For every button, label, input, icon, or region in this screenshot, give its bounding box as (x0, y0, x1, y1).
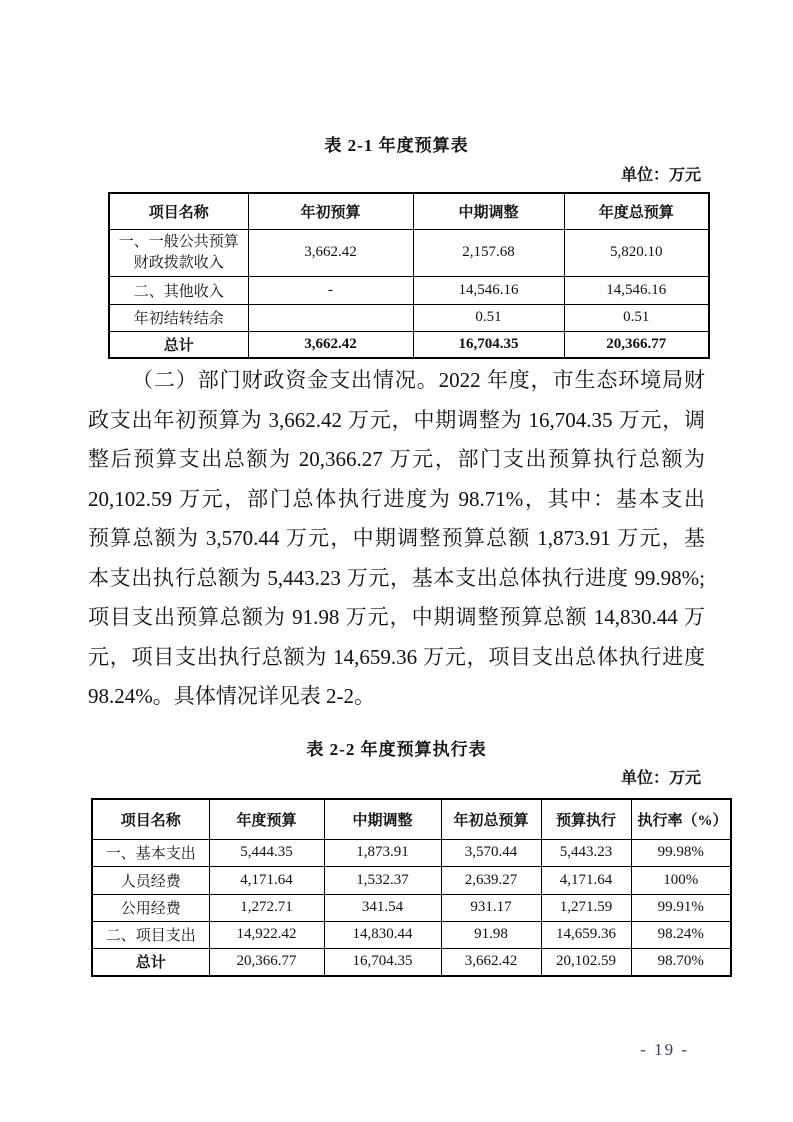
column-header: 项目名称 (109, 193, 248, 229)
row-label: 总计 (92, 948, 209, 976)
paragraph-line: 20,102.59 万元，部门总体执行进度为 98.71%，其中：基本支出 (88, 486, 705, 511)
table2-title: 表 2-2 年度预算执行表 (306, 740, 487, 759)
table-row (92, 894, 731, 921)
table-cell: 20,102.59 (541, 948, 631, 976)
table-cell: 14,546.16 (413, 276, 564, 304)
table-row (109, 229, 709, 276)
table-cell: 20,366.77 (209, 948, 324, 976)
table-cell: 14,659.36 (541, 921, 631, 948)
row-label: 二、其他收入 (109, 276, 248, 304)
table-cell: 98.70% (631, 948, 731, 976)
table-cell: 5,443.23 (541, 839, 631, 866)
table-cell: 1,873.91 (324, 839, 441, 866)
row-label: 总计 (109, 331, 248, 358)
column-header: 项目名称 (92, 799, 209, 839)
table-total-row (92, 948, 731, 976)
column-header: 中期调整 (324, 799, 441, 839)
table-cell: 99.98% (631, 839, 731, 866)
table-cell: 3,662.42 (441, 948, 541, 976)
paragraph-line: （二）部门财政资金支出情况。2022 年度，市生态环境局财 (132, 368, 705, 392)
table-cell: - (248, 276, 413, 304)
row-label: 一、一般公共预算财政拨款收入 (109, 229, 248, 276)
table-row (109, 276, 709, 304)
table-cell: 1,532.37 (324, 866, 441, 894)
paragraph-line: 本支出执行总额为 5,443.23 万元，基本支出总体执行进度 99.98%; (88, 565, 705, 590)
table-cell: 98.24% (631, 921, 731, 948)
table-cell: 5,444.35 (209, 839, 324, 866)
table-cell: 3,570.44 (441, 839, 541, 866)
column-header: 年初预算 (248, 193, 413, 229)
table-cell: 4,171.64 (209, 866, 324, 894)
table-cell: 20,366.77 (564, 331, 709, 358)
table-cell: 2,639.27 (441, 866, 541, 894)
table-cell: 16,704.35 (324, 948, 441, 976)
table-cell: 3,662.42 (248, 229, 413, 276)
annual-budget-table (108, 192, 710, 359)
row-label: 人员经费 (92, 866, 209, 894)
table1-title: 表 2-1 年度预算表 (324, 136, 469, 155)
table-cell: 0.51 (564, 304, 709, 331)
row-label: 一、基本支出 (92, 839, 209, 866)
table-cell: 3,662.42 (248, 331, 413, 358)
table-cell: 14,546.16 (564, 276, 709, 304)
page-number: - 19 - (640, 1040, 689, 1059)
table-header-row (92, 799, 731, 839)
table-cell: 14,830.44 (324, 921, 441, 948)
paragraph-line: 项目支出预算总额为 91.98 万元，中期调整预算总额 14,830.44 万 (88, 605, 705, 629)
column-header: 年度总预算 (564, 193, 709, 229)
table-row (109, 304, 709, 331)
table-cell (248, 304, 413, 331)
table-cell: 341.54 (324, 894, 441, 921)
table-cell: 99.91% (631, 894, 731, 921)
paragraph-line: 政支出年初预算为 3,662.42 万元，中期调整为 16,704.35 万元，调 (88, 407, 705, 432)
table-row (92, 866, 731, 894)
table-header-row (109, 193, 709, 229)
table-cell: 16,704.35 (413, 331, 564, 358)
row-label: 公用经费 (92, 894, 209, 921)
table-total-row (109, 331, 709, 358)
table-row (92, 921, 731, 948)
column-header: 中期调整 (413, 193, 564, 229)
table-cell: 100% (631, 866, 731, 894)
table1-unit-label: 单位：万元 (620, 167, 701, 184)
column-header: 预算执行 (541, 799, 631, 839)
budget-execution-table (91, 798, 732, 977)
body-paragraph (88, 361, 705, 717)
table-cell: 0.51 (413, 304, 564, 331)
paragraph-line: 预算总额为 3,570.44 万元，中期调整预算总额 1,873.91 万元，基 (88, 526, 705, 550)
paragraph-line: 98.24%。具体情况详见表 2-2。 (88, 684, 375, 708)
table-cell: 1,272.71 (209, 894, 324, 921)
column-header: 年初总预算 (441, 799, 541, 839)
table-cell: 931.17 (441, 894, 541, 921)
table-row (92, 839, 731, 866)
table-cell: 2,157.68 (413, 229, 564, 276)
paragraph-line: 整后预算支出总额为 20,366.27 万元，部门支出预算执行总额为 (88, 447, 705, 471)
row-label: 二、项目支出 (92, 921, 209, 948)
paragraph-line: 元，项目支出执行总额为 14,659.36 万元，项目支出总体执行进度 (88, 644, 705, 669)
column-header: 执行率（%） (631, 799, 731, 839)
row-label: 年初结转结余 (109, 304, 248, 331)
table-cell: 5,820.10 (564, 229, 709, 276)
column-header: 年度预算 (209, 799, 324, 839)
table2-unit-label: 单位：万元 (620, 770, 701, 787)
table-cell: 91.98 (441, 921, 541, 948)
table-cell: 14,922.42 (209, 921, 324, 948)
table-cell: 4,171.64 (541, 866, 631, 894)
table-cell: 1,271.59 (541, 894, 631, 921)
